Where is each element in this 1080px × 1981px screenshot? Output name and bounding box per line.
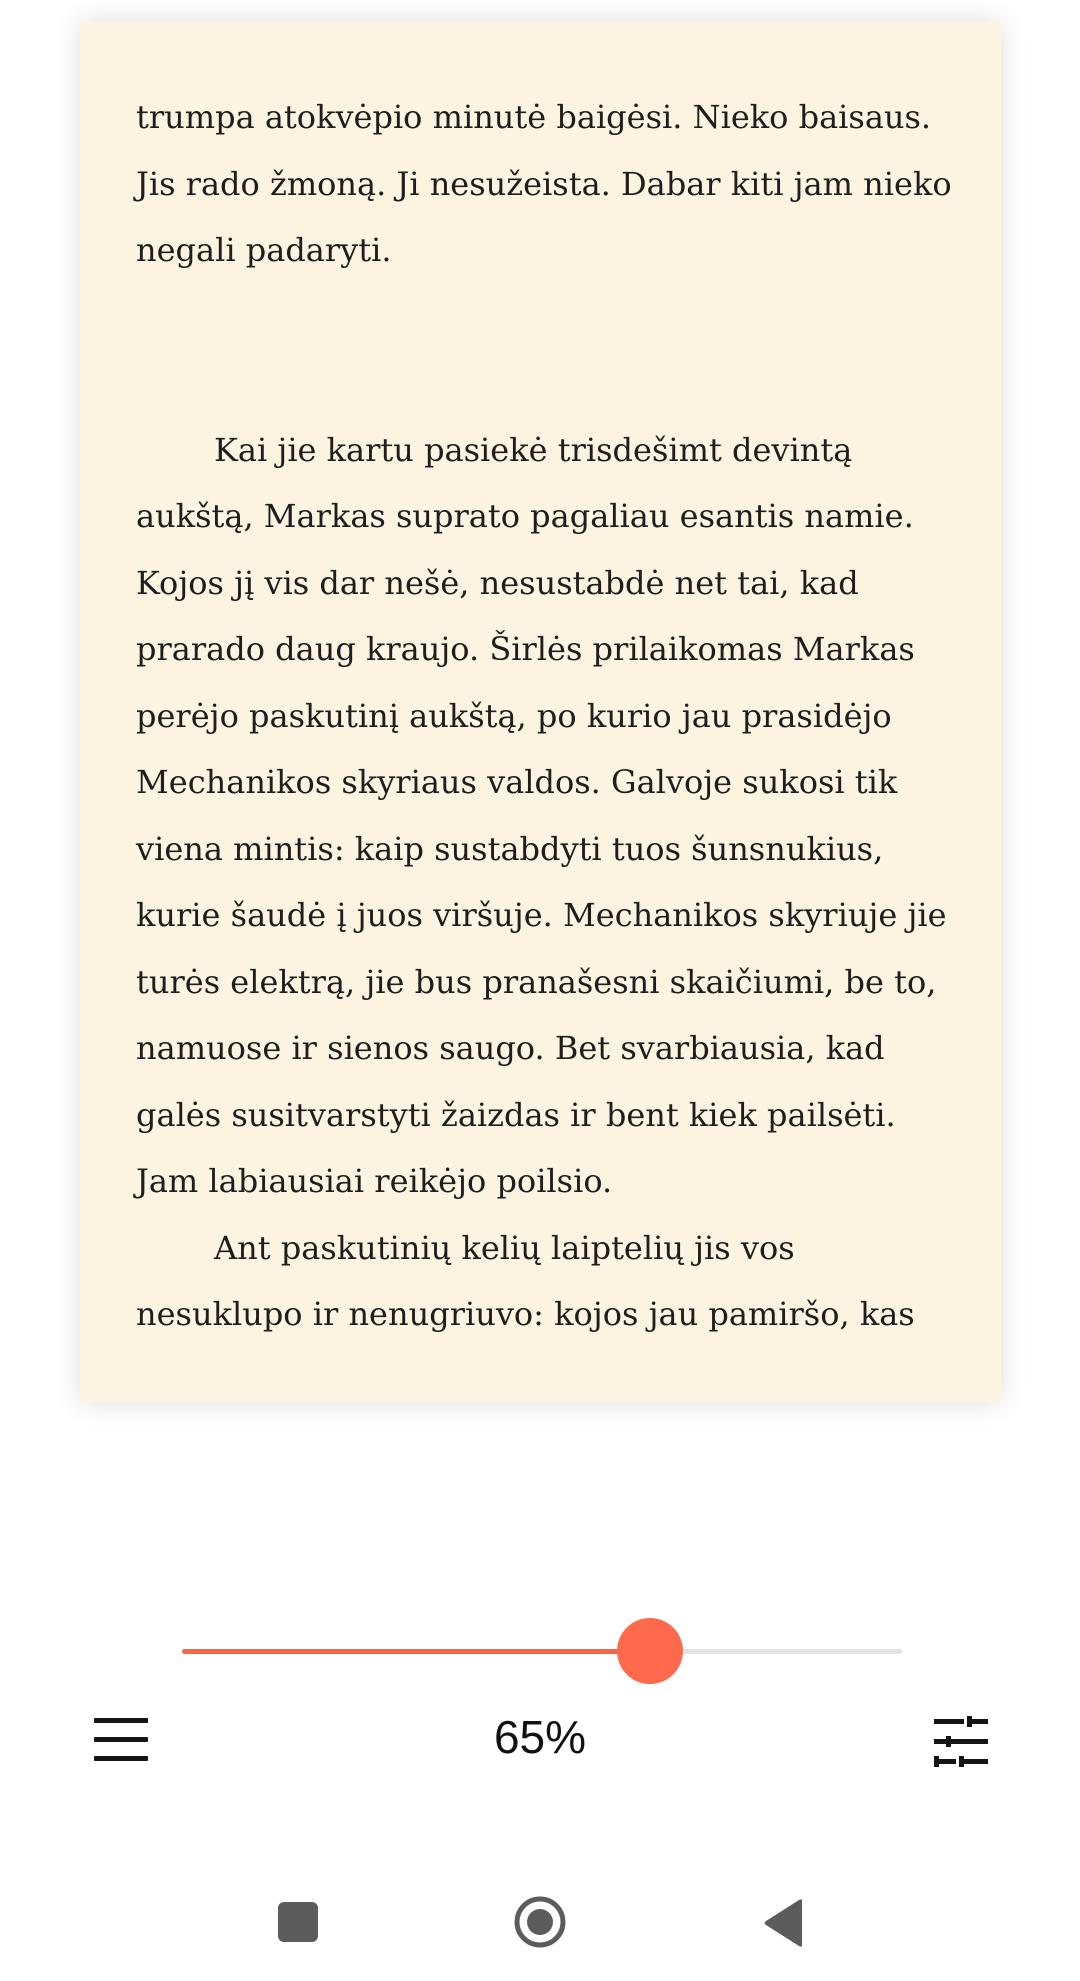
circle-home-icon [513,1895,567,1949]
page-text [136,84,956,1348]
hamburger-menu-icon [94,1718,148,1723]
recents-button[interactable] [278,1902,318,1942]
paragraph: Ant paskutinių kelių laiptelių jis vos nesuklupo ir nenugriuvo: kojos jau pamiršo, kas [136,1228,915,1333]
book-page[interactable] [80,22,1001,1402]
progress-slider[interactable] [182,1618,902,1684]
paragraph: Kai jie kartu pasiekė trisdešimt devintą aukštą, Markas suprato pagaliau esantis namie. Kojos jį vis dar nešė, nesustabdė net tai, kad prarado daug kraujo. Širlės prilaikomas Markas perėjo paskutinį aukštą, po kurio jau prasidėjo Mechanikos skyriaus valdos. Galvoje sukosi tik viena mintis: kaip sustabdyti tuos šunsnukius, kurie šaudė į juos viršuje. Mechanikos skyriuje jie turės elektrą, jie bus pranašesni skaičiumi, be to, namuose ir sienos saugo. Bet svarbiausia, kad galės susitvarstyti žaizdas ir bent kiek pailsėti. Jam labiausiai reikėjo poilsio. [136,430,947,1200]
settings-button[interactable] [932,1716,990,1768]
home-button[interactable] [513,1895,567,1949]
paragraph: trumpa atokvėpio minutė baigėsi. Nieko baisaus. Jis rado žmoną. Ji nesužeista. Dabar kiti jam nieko negali padaryti. [136,98,952,269]
slider-thumb[interactable] [617,1618,683,1684]
tune-settings-icon [932,1716,990,1768]
progress-percent: 65% [493,1711,587,1763]
reader-toolbar [0,1700,1080,1780]
back-button[interactable] [762,1898,804,1948]
menu-button[interactable] [94,1718,148,1764]
system-nav-bar [0,1880,1080,1970]
triangle-back-icon [762,1898,804,1948]
slider-fill [182,1649,650,1654]
